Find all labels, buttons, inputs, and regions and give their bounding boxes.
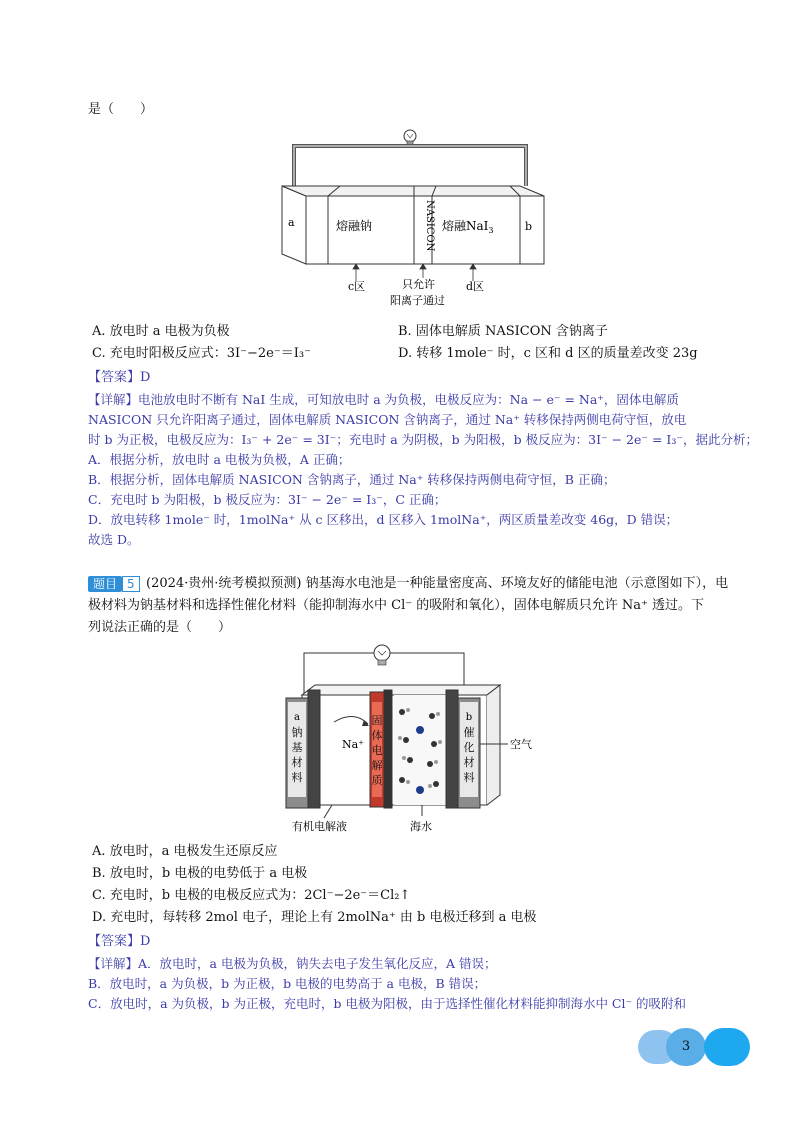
page-number: 3 xyxy=(681,1039,691,1054)
fig1-label-b: b xyxy=(525,220,533,233)
fig1-label-a: a xyxy=(288,216,295,229)
q5-option-b: B. 放电时，b 电极的电势低于 a 电极 xyxy=(92,866,308,881)
figure-sodium-iodine-cell xyxy=(270,126,560,311)
question-tag: 题目 xyxy=(88,576,122,592)
fig2-left-label: 钠 xyxy=(291,726,303,739)
fig2-electrolyte-label: 固 xyxy=(371,714,383,727)
fig2-left-label: 基 xyxy=(291,741,303,754)
q5-explanation-line: 【详解】A．放电时，a 电极为负极，钠失去电子发生氧化反应，A 错误； xyxy=(88,956,497,971)
q5-explanation-line: C．放电时，a 为负极，b 为正极，充电时，b 电极为阳极，由于选择性催化材料能抑制海水中 Cl⁻ 的吸附和 xyxy=(88,996,687,1011)
fig2-left-label: 材 xyxy=(291,756,303,769)
q4-explanation-line: 时 b 为正极，电极反应为：I₃⁻ + 2e⁻ = 3I⁻；充电时 a 为阴极，b 为阳极，b 极反应为：3I⁻ − 2e⁻ = I₃⁻，据此分析； xyxy=(88,432,758,447)
lightbulb-icon xyxy=(404,130,416,145)
fig1-membrane-note-1: 只允许 xyxy=(402,278,435,291)
q4-stem-end: 是（ ） xyxy=(88,102,154,117)
fig2-right-label: b xyxy=(465,712,473,723)
q5-explanation xyxy=(88,954,686,1014)
fig2-right-label: 化 xyxy=(463,741,475,754)
fig1-molten-nai: 熔融NaI$_3$ xyxy=(442,219,494,235)
fig1-c-zone: c区 xyxy=(348,280,366,293)
fig2-left-label: a xyxy=(294,712,300,723)
q4-explanation-line: A．根据分析，放电时 a 电极为负极，A 正确； xyxy=(88,452,351,467)
q4-option-b: B. 固体电解质 NASICON 含钠离子 xyxy=(398,324,608,339)
q4-answer: 【答案】D xyxy=(88,370,151,385)
question-number: 5 xyxy=(122,576,140,592)
fig1-d-zone: d区 xyxy=(466,280,485,293)
fig2-seawater: 海水 xyxy=(410,820,432,833)
q5-stem-line-1: (2024·贵州·统考模拟预测) 钠基海水电池是一种能量密度高、环境友好的储能电池（示意图如下），电 xyxy=(146,576,729,591)
q4-explanation-line: D．放电转移 1mole⁻ 时，1molNa⁺ 从 c 区移出，d 区移入 1molNa⁺，两区质量差改变 46g，D 错误； xyxy=(88,512,679,527)
q5-header xyxy=(88,574,140,595)
fig2-electrolyte-label: 质 xyxy=(371,774,383,787)
fig2-electrolyte-label: 电 xyxy=(371,744,383,757)
q5-option-a: A. 放电时，a 电极发生还原反应 xyxy=(92,844,278,859)
q4-explanation xyxy=(88,390,758,550)
q4-option-a: A. 放电时 a 电极为负极 xyxy=(92,324,230,339)
fig2-right-label: 材 xyxy=(463,756,475,769)
q4-explanation-line: C．充电时 b 为阳极，b 极反应为：3I⁻ − 2e⁻ = I₃⁻，C 正确； xyxy=(88,492,447,507)
q4-explanation-line: 【详解】电池放电时不断有 NaI 生成，可知放电时 a 为负极，电极反应为：Na − e⁻ = Na⁺，固体电解质 xyxy=(88,392,679,407)
fig1-membrane-note-2: 阳离子通过 xyxy=(390,294,445,307)
fig2-na-ion: Na⁺ xyxy=(342,738,364,751)
fig2-electrolyte-label: 体 xyxy=(371,729,383,742)
figure-seawater-battery xyxy=(282,640,572,835)
q4-explanation-line: NASICON 只允许阳离子通过，固体电解质 NASICON 含钠离子，通过 Na⁺ 转移保持两侧电荷守恒，放电 xyxy=(88,412,687,427)
q5-stem-line-3: 列说法正确的是（ ） xyxy=(88,620,232,635)
fig1-molten-na: 熔融钠 xyxy=(336,219,373,233)
q4-option-d: D. 转移 1mole⁻ 时，c 区和 d 区的质量差改变 23g xyxy=(398,346,698,361)
fig2-organic-electrolyte: 有机电解液 xyxy=(292,820,347,833)
q5-stem-line-2: 极材料为钠基材料和选择性催化材料（能抑制海水中 Cl⁻ 的吸附和氧化），固体电解质只允许 Na⁺ 透过。下 xyxy=(88,598,704,613)
fig1-nasicon: NASICON xyxy=(424,200,435,252)
q5-option-d: D. 充电时，每转移 2mol 电子，理论上有 2molNa⁺ 由 b 电极迁移到 a 电极 xyxy=(92,910,537,925)
fig2-right-label: 催 xyxy=(463,726,475,739)
q5-answer: 【答案】D xyxy=(88,934,151,949)
q5-option-c: C. 充电时，b 电极的电极反应式为：2Cl⁻−2e⁻＝Cl₂↑ xyxy=(92,888,411,903)
fig2-right-label: 料 xyxy=(463,771,475,784)
page-badge-right xyxy=(704,1028,750,1066)
lightbulb-icon xyxy=(374,645,390,665)
fig2-air: 空气 xyxy=(510,738,532,751)
q5-explanation-line: B．放电时，a 为负极，b 为正极，b 电极的电势高于 a 电极，B 错误； xyxy=(88,976,487,991)
fig2-electrolyte-label: 解 xyxy=(371,759,383,772)
q4-option-c: C. 充电时阳极反应式：3I⁻−2e⁻＝I₃⁻ xyxy=(92,346,311,361)
q4-explanation-line: 故选 D。 xyxy=(88,532,140,547)
fig2-left-label: 料 xyxy=(291,771,303,784)
q4-explanation-line: B．根据分析，固体电解质 NASICON 含钠离子，通过 Na⁺ 转移保持两侧电荷守恒，B 正确； xyxy=(88,472,616,487)
